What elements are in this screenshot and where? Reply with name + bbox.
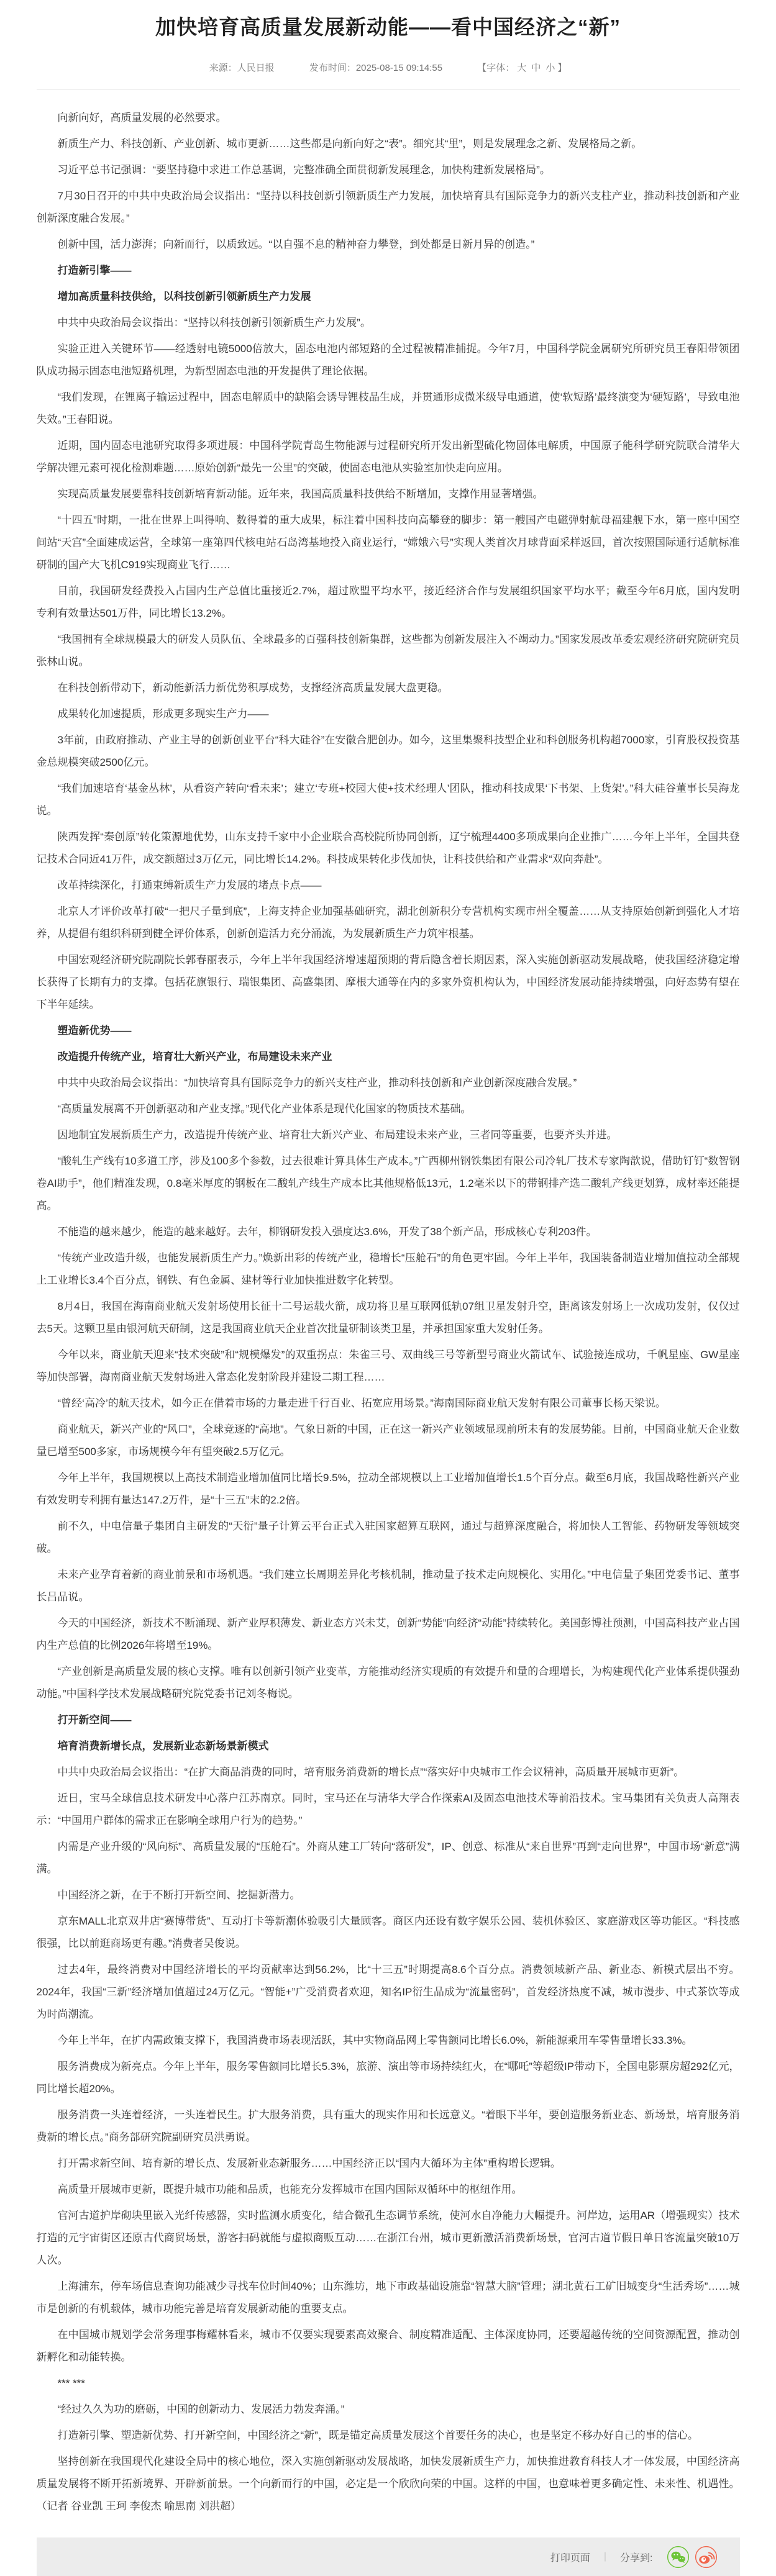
article-paragraph: 今年以来，商业航天迎来“技术突破”和“规模爆发”的双重拐点：朱雀三号、双曲线三号等新型号商业火箭试车、试验接连成功，千帆星座、GW星座等加快部署，海南商业航天发射场进入常态化发射阶段并建设二期工程…… [36, 1349, 740, 1383]
article-paragraph: 不能造的越来越少，能造的越来越好。去年，柳钢研发投入强度达3.6%，开发了38个新产品，形成核心专利203件。 [57, 1226, 597, 1238]
article-meta [37, 61, 740, 74]
page-title: 加快培育高质量发展新动能——看中国经济之“新” [155, 16, 621, 39]
footer-toolbar [37, 2537, 740, 2576]
article-paragraph: 近日，宝马全球信息技术研发中心落户江苏南京。同时，宝马还在与清华大学合作探索AI及固态电池技术等前沿技术。宝马集团有关负责人高翔表示：“中国用户群体的需求正在影响全球用户行为的趋势。” [36, 1792, 740, 1826]
article-paragraph: 打开新空间—— [57, 1714, 132, 1726]
article-body [37, 89, 740, 2537]
article-paragraph: 过去4年，最终消费对中国经济增长的平均贡献率达到56.2%，比“十三五”时期提高8.6个百分点。消费领域新产品、新业态、新模式层出不穷。2024年，我国“三新”经济增加值超过24万亿元。“智能+”广受消费者欢迎，知名IP衍生品成为“流量密码”，首发经济热度不减，城市漫步、中式茶饮等成为时尚潮流。 [36, 1964, 740, 2020]
font-size-small-button[interactable]: 小 [545, 63, 555, 73]
article-paragraph: 中共中央政治局会议指出：“加快培育具有国际竞争力的新兴支柱产业，推动科技创新和产业创新深度融合发展。” [57, 1077, 577, 1089]
article-paragraph: 3年前，由政府推动、产业主导的创新创业平台“科大硅谷”在安徽合肥创办。如今，这里集聚科技型企业和科创服务机构超7000家，引育股权投资基金总规模突破2500亿元。 [36, 734, 740, 768]
font-size-switcher [477, 63, 567, 73]
article-paragraph: 陕西发挥“秦创原”转化策源地优势，山东支持千家中小企业联合高校院所协同创新，辽宁梳理4400多项成果向企业推广……今年上半年，全国共登记技术合同近41万件，成交额超过3万亿元，同比增长14.2%。科技成果转化步伐加快，让科技供给和产业需求“双向奔赴”。 [36, 831, 740, 865]
article-paragraph: “我国拥有全球规模最大的研发人员队伍、全球最多的百强科技创新集群，这些都为创新发展注入不竭动力。”国家发展改革委宏观经济研究院研究员张林山说。 [36, 633, 740, 668]
article-paragraph: 目前，我国研发经费投入占国内生产总值比重接近2.7%，超过欧盟平均水平，接近经济合作与发展组织国家平均水平；截至今年6月底，国内发明专利有效量达501万件，同比增长13.2%。 [36, 585, 740, 619]
article-paragraph: 内需是产业升级的“风向标”、高质量发展的“压舱石”。外商从建工厂转向“落研发”，IP、创意、标准从“来自世界”再到“走向世界”，中国市场“新意”满满。 [36, 1841, 740, 1875]
article-paragraph: 改造提升传统产业，培育壮大新兴产业，布局建设未来产业 [57, 1051, 332, 1063]
font-switcher-prefix: 【字体： [477, 63, 515, 73]
article-paragraph: 打造新引擎—— [57, 265, 132, 276]
article-paragraph: 未来产业孕育着新的商业前景和市场机遇。“我们建立长周期差异化考核机制，推动量子技术走向规模化、实用化。”中电信量子集团党委书记、董事长吕品说。 [36, 1569, 740, 1603]
article-paragraph: 打开需求新空间、培育新的增长点、发展新业态新服务……中国经济正以“国内大循环为主体”重构增长逻辑。 [57, 2157, 561, 2169]
article-paragraph: 7月30日召开的中共中央政治局会议指出：“坚持以科技创新引领新质生产力发展，加快培育具有国际竞争力的新兴支柱产业，推动科技创新和产业创新深度融合发展。” [36, 190, 740, 224]
article-paragraph: 在科技创新带动下，新动能新活力新优势积厚成势，支撑经济高质量发展大盘更稳。 [57, 682, 449, 694]
article-paragraph: 高质量开展城市更新，既提升城市功能和品质，也能充分发挥城市在国内国际双循环中的枢纽作用。 [57, 2184, 523, 2195]
article-paragraph: 服务消费成为新亮点。今年上半年，服务零售额同比增长5.3%，旅游、演出等市场持续红火，在“哪吒”等超级IP带动下，全国电影票房超292亿元，同比增长超20%。 [36, 2061, 740, 2095]
article-paragraph: 中共中央政治局会议指出：“在扩大商品消费的同时，培育服务消费新的增长点”“落实好中央城市工作会议精神，高质量开展城市更新”。 [57, 1766, 685, 1778]
article-paragraph: 实现高质量发展要靠科技创新培育新动能。近年来，我国高质量科技供给不断增加，支撑作用显著增强。 [57, 488, 544, 500]
article-paragraph: “经过久久为功的磨砺，中国的创新动力、发展活力勃发奔涌。” [57, 2403, 345, 2415]
article-paragraph: *** *** [57, 2377, 85, 2389]
source-label: 来源：人民日报 [209, 63, 275, 73]
article-paragraph: 近期，国内固态电池研究取得多项进展：中国科学院青岛生物能源与过程研究所开发出新型硫化物固体电解质，中国原子能科学研究院联合清华大学解决锂元素可视化检测难题……原始创新“最先一公里”的突破，使固态电池从实验室加快走向应用。 [36, 440, 740, 474]
share-to-label: 分享到: [620, 2552, 653, 2564]
footer-separator: | [603, 2551, 607, 2562]
article-paragraph: 增加高质量科技供给，以科技创新引领新质生产力发展 [57, 291, 311, 302]
article-paragraph: 8月4日，我国在海南商业航天发射场使用长征十二号运载火箭，成功将卫星互联网低轨07组卫星发射升空，距离该发射场上一次成功发射，仅仅过去5天。这颗卫星由银河航天研制，这是我国商业航天企业首次批量研制该类卫星，并承担国家重大发射任务。 [36, 1300, 740, 1335]
article-paragraph: 成果转化加速提质，形成更多现实生产力—— [57, 708, 269, 720]
publish-time: 发布时间：2025-08-15 09:14:55 [309, 63, 443, 73]
article-paragraph: “我们加速培育‘基金丛林’，从看资产转向‘看未来’；建立‘专班+校园大使+技术经理人’团队，推动科技成果‘下书架、上货架’。”科大硅谷董事长吴海龙说。 [36, 782, 740, 817]
article-paragraph: 培育消费新增长点，发展新业态新场景新模式 [57, 1740, 269, 1752]
article-paragraph: “曾经‘高冷’的航天技术，如今正在借着市场的力量走进千行百业、拓宽应用场景。”海南国际商业航天发射有限公司董事长杨天梁说。 [57, 1397, 666, 1409]
article-paragraph: 服务消费一头连着经济，一头连着民生。扩大服务消费，具有重大的现实作用和长远意义。“着眼下半年，要创造服务新业态、新场景，培育服务消费新的增长点。”商务部研究院副研究员洪勇说。 [36, 2109, 740, 2143]
article-paragraph: 今天的中国经济，新技术不断涌现、新产业厚积薄发、新业态方兴未艾，创新“势能”向经济“动能”持续转化。美国彭博社预测，中国高科技产业占国内生产总值的比例2026年将增至19%。 [36, 1617, 740, 1651]
article-paragraph: 京东MALL北京双井店“赛博带货”、互动打卡等新潮体验吸引大量顾客。商区内还设有数字娱乐公园、装机体验区、家庭游戏区等功能区。“科技感很强，比以前逛商场更有趣。”消费者吴俊说。 [36, 1915, 740, 1949]
article-paragraph: 北京人才评价改革打破“一把尺子量到底”，上海支持企业加强基础研究，湖北创新积分专营机构实现市州全覆盖……从支持原始创新到强化人才培养，从提倡有组织科研到健全评价体系，创新创造活力充分涌流，为发展新质生产力筑牢根基。 [36, 905, 740, 940]
font-size-medium-button[interactable]: 中 [531, 63, 541, 73]
weibo-share-icon[interactable] [695, 2546, 718, 2569]
article-paragraph: 因地制宜发展新质生产力，改造提升传统产业、培育壮大新兴产业、布局建设未来产业，三者同等重要，也要齐头并进。 [57, 1129, 618, 1141]
article-paragraph: 前不久，中电信量子集团自主研发的“天衍”量子计算云平台正式入驻国家超算互联网，通过与超算深度融合，将加快人工智能、药物研发等领域突破。 [36, 1520, 740, 1554]
font-size-large-button[interactable]: 大 [517, 63, 527, 73]
font-switcher-suffix: 】 [557, 63, 567, 73]
article-paragraph: 官河古道护岸砌块里嵌入光纤传感器，实时监测水质变化，结合微孔生态调节系统，使河水自净能力大幅提升。河岸边，运用AR（增强现实）技术打造的元宇宙街区还原古代商贸场景，游客扫码就能与虚拟商贩互动……在浙江台州，城市更新激活消费新场景，官河古道节假日单日客流量突破10万人次。 [36, 2210, 740, 2266]
article-paragraph: “十四五”时期，一批在世界上叫得响、数得着的重大成果，标注着中国科技向高攀登的脚步：第一艘国产电磁弹射航母福建舰下水，第一座中国空间站“天宫”全面建成运营，全球第一座第四代核电站石岛湾基地投入商业运行，“嫦娥六号”实现人类首次月球背面采样返回，首次按照国际通行适航标准研制的国产大飞机C919实现商业飞行…… [36, 514, 740, 571]
article-paragraph: “我们发现，在锂离子输运过程中，固态电解质中的缺陷会诱导锂枝晶生成，并贯通形成微米级导电通道，使‘软短路’最终演变为‘硬短路’，导致电池失效。”王春阳说。 [36, 391, 740, 425]
article-paragraph: 新质生产力、科技创新、产业创新、城市更新……这些都是向新向好之“表”。细究其“里”，则是发展理念之新、发展格局之新。 [57, 138, 642, 150]
article-paragraph: 中国经济之新，在于不断打开新空间、挖掘新潜力。 [57, 1889, 301, 1901]
article-paragraph: 坚持创新在我国现代化建设全局中的核心地位，深入实施创新驱动发展战略，加快发展新质生产力，加快推进教育科技人才一体发展，中国经济高质量发展将不断开拓新境界、开辟新前景。一个向新而行的中国，必定是一个欣欣向荣的中国。这样的中国，也意味着更多确定性、未来性、机遇性。（记者 谷业凯 王珂 李俊杰 喻思南 刘洪超） [36, 2456, 740, 2512]
article-paragraph: 今年上半年，我国规模以上高技术制造业增加值同比增长9.5%，拉动全部规模以上工业增加值增长1.5个百分点。截至6月底，我国战略性新兴产业有效发明专利拥有量达147.2万件，是“十三五”末的2.2倍。 [36, 1472, 740, 1506]
article-paragraph: 在中国城市规划学会常务理事梅耀林看来，城市不仅要实现要素高效聚合、制度精准适配、主体深度协同，还要超越传统的空间资源配置，推动创新孵化和动能转换。 [36, 2329, 740, 2363]
article-paragraph: 商业航天，新兴产业的“风口”，全球竞逐的“高地”。气象日新的中国，正在这一新兴产业领域显现前所未有的发展势能。目前，中国商业航天企业数量已增至500多家，市场规模今年有望突破2.5万亿元。 [36, 1423, 740, 1458]
article-paragraph: 中国宏观经济研究院副院长郭春丽表示，今年上半年我国经济增速超预期的背后隐含着长期因素，深入实施创新驱动发展战略，使我国经济稳定增长获得了长期有力的支撑。包括花旗银行、瑞银集团、高盛集团、摩根大通等在内的多家外资机构认为，中国经济发展动能持续增强，向好态势有望在下半年延续。 [36, 954, 740, 1010]
wechat-share-icon[interactable] [667, 2546, 690, 2569]
article-paragraph: 上海浦东，停车场信息查询功能减少寻找车位时间40%；山东潍坊，地下市政基础设施靠“智慧大脑”管理；湖北黄石工矿旧城变身“生活秀场”……城市是创新的有机载体，城市功能完善是培育发展新动能的重要支点。 [36, 2280, 740, 2315]
article-paragraph: “产业创新是高质量发展的核心支撑。唯有以创新引领产业变革，方能推动经济实现质的有效提升和量的合理增长，为构建现代化产业体系提供强劲动能。”中国科学技术发展战略研究院党委书记刘冬梅说。 [36, 1666, 740, 1700]
article-paragraph: “酸轧生产线有10多道工序，涉及100多个参数，过去很难计算具体生产成本。”广西柳州钢铁集团有限公司冷轧厂技术专家陶歆说，借助钉钉“数智钢卷AI助手”，他们精准发现，0.8毫米厚度的钢板在二酸轧产线生产成本比其他规格低13元，1.2毫米以下的带钢排产选二酸轧产线更划算，成材率还能提高。 [36, 1155, 740, 1212]
article-paragraph: 打造新引擎、塑造新优势、打开新空间，中国经济之“新”，既是锚定高质量发展这个首要任务的决心，也是坚定不移办好自己的事的信心。 [57, 2429, 698, 2441]
article-paragraph: 创新中国，活力澎湃；向新而行，以质致远。“以自强不息的精神奋力攀登，到处都是日新月异的创造。” [57, 238, 535, 250]
article-paragraph: 实验正进入关键环节——经透射电镜5000倍放大，固态电池内部短路的全过程被精准捕捉。今年7月，中国科学院金属研究所研究员王春阳带领团队成功揭示固态电池短路机理，为新型固态电池的开发提供了理论依据。 [36, 343, 740, 377]
print-page-button[interactable]: 打印页面 [550, 2552, 590, 2564]
article-paragraph: 向新向好，高质量发展的必然要求。 [57, 112, 227, 124]
article-paragraph: 改革持续深化，打通束缚新质生产力发展的堵点卡点—— [57, 879, 322, 891]
article-paragraph: “传统产业改造升级，也能发展新质生产力。”焕新出彩的传统产业，稳增长“压舱石”的角色更牢固。今年上半年，我国装备制造业增加值拉动全部规上工业增长3.4个百分点，钢铁、有色金属、建材等行业加快推进数字化转型。 [36, 1252, 740, 1286]
article-paragraph: 习近平总书记强调：“要坚持稳中求进工作总基调，完整准确全面贯彻新发展理念，加快构建新发展格局”。 [57, 164, 550, 176]
article-paragraph: “高质量发展离不开创新驱动和产业支撑。”现代化产业体系是现代化国家的物质技术基础。 [57, 1103, 472, 1115]
article-paragraph: 塑造新优势—— [57, 1025, 132, 1036]
article-paragraph: 中共中央政治局会议指出：“坚持以科技创新引领新质生产力发展”。 [57, 317, 371, 329]
article-paragraph: 今年上半年，在扩内需政策支撑下，我国消费市场表现活跃，其中实物商品网上零售额同比增长6.0%，新能源乘用车零售量增长33.3%。 [57, 2034, 693, 2046]
